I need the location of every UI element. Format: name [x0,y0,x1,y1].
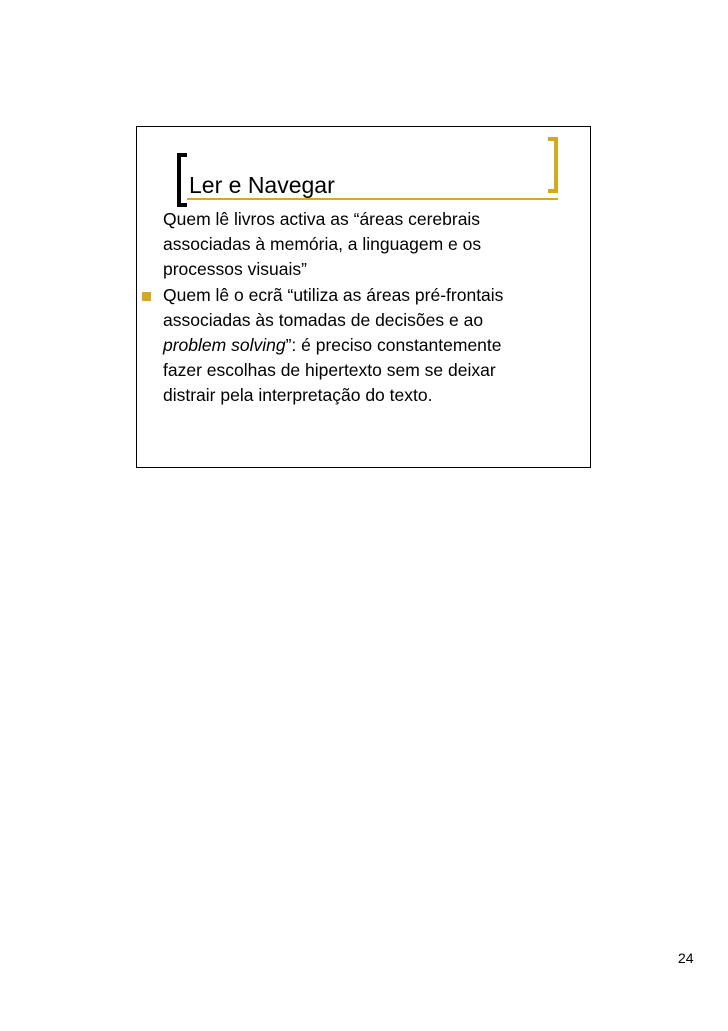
slide-frame [136,126,591,468]
paragraph-1-line-3: processos visuais” [163,259,307,279]
paragraph-2-line-1: Quem lê o ecrã “utiliza as áreas pré-frontais [163,285,504,305]
paragraph-1-line-1: Quem lê livros activa as “áreas cerebrais [163,209,481,229]
slide-title: Ler e Navegar [189,172,335,198]
slide-body [163,207,587,408]
paragraph-1-line-2: associadas à memória, a linguagem e os [163,234,482,254]
paragraph-1 [163,207,587,282]
paragraph-2 [163,283,587,408]
paragraph-2-line-2: associadas às tomadas de decisões e ao [163,310,484,330]
paragraph-2-line-3-rest: ”: é preciso constantemente [285,335,502,355]
paragraph-2-line-5: distrair pela interpretação do texto. [163,385,433,405]
italic-term: problem solving [163,335,286,355]
paragraph-2-line-4: fazer escolhas de hipertexto sem se deixar [163,360,496,380]
paragraph-2-line-3 [163,333,587,358]
square-bullet-icon [142,292,151,301]
page-number: 24 [678,950,694,966]
left-bracket-decoration [177,153,187,207]
right-bracket-decoration [548,137,558,193]
